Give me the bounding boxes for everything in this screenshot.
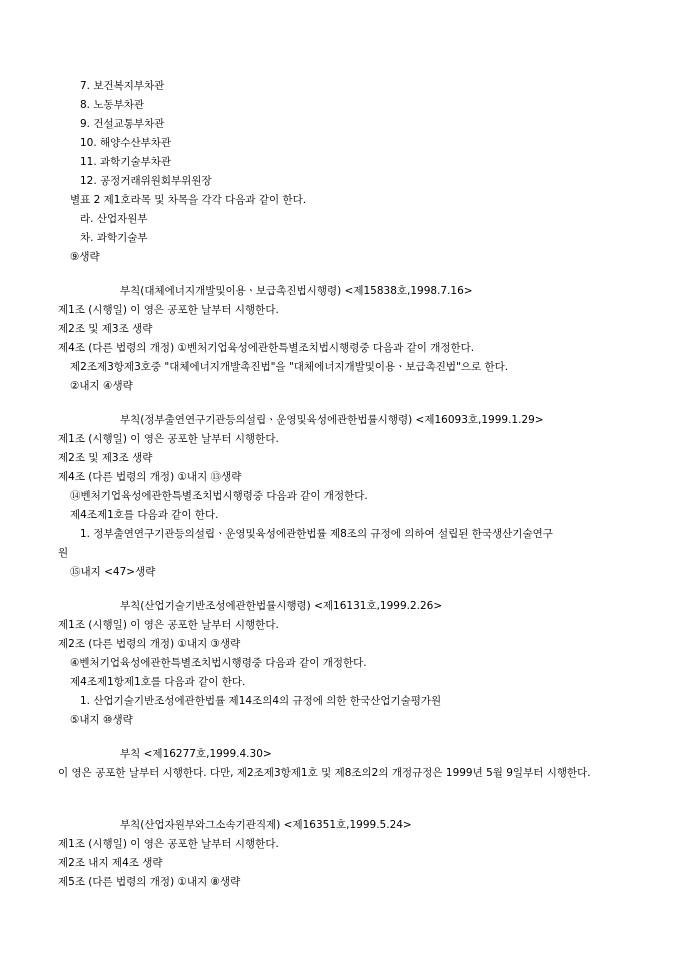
article: 제4조 (다른 법령의 개정) ①벤처기업육성에관한특별조치법시행령중 다음과 같이 개정한다. <box>58 342 475 354</box>
article: 제2조 (다른 법령의 개정) ①내지 ③생략 <box>58 638 241 650</box>
article: 제1조 (시행일) 이 영은 공포한 날부터 시행한다. <box>58 838 279 850</box>
amendment-text: 제4조제1호를 다음과 같이 한다. <box>70 509 219 521</box>
article: 제1조 (시행일) 이 영은 공포한 날부터 시행한다. <box>58 433 279 445</box>
addendum-heading: 부칙(산업기술기반조성에관한법률시행령) <제16131호,1999.2.26> <box>120 600 443 612</box>
article: 제2조 및 제3조 생략 <box>58 452 153 464</box>
paragraph: ④벤처기업육성에관한특별조치법시행령중 다음과 같이 개정한다. <box>70 657 367 669</box>
article: 제5조 (다른 법령의 개정) ①내지 ⑧생략 <box>58 876 241 888</box>
list-item: 7. 보건복지부차관 <box>80 80 165 92</box>
addendum-heading: 부칙(산업자원부와그소속기관직제) <제16351호,1999.5.24> <box>120 819 412 831</box>
addendum-heading: 부칙(대체에너지개발및이용ㆍ보급촉진법시행령) <제15838호,1998.7.16> <box>120 285 473 297</box>
article: 제1조 (시행일) 이 영은 공포한 날부터 시행한다. <box>58 304 279 316</box>
list-item: 1. 정부출연연구기관등의설립ㆍ운영및육성에관한법률 제8조의 규정에 의하여 설립된 한국생산기술연구 <box>80 528 553 540</box>
addendum-text: 이 영은 공포한 날부터 시행한다. 다만, 제2조제3항제1호 및 제8조의2의 개정규정은 1999년 5월 9일부터 시행한다. <box>58 767 591 779</box>
table-amendment: 별표 2 제1호라목 및 차목을 각각 다음과 같이 한다. <box>70 194 307 206</box>
list-item: 차. 과학기술부 <box>80 232 148 244</box>
list-item: 라. 산업자원부 <box>80 213 148 225</box>
omitted-note: ⑮내지 <47>생략 <box>70 566 156 578</box>
omitted-note: ⑤내지 ⑩생략 <box>70 714 133 726</box>
list-item: 8. 노동부차관 <box>80 99 145 111</box>
omitted-note: ⑨생략 <box>70 251 100 263</box>
amendment-text: 제4조제1항제1호를 다음과 같이 한다. <box>70 676 246 688</box>
article: 제1조 (시행일) 이 영은 공포한 날부터 시행한다. <box>58 619 279 631</box>
list-item: 1. 산업기술기반조성에관한법률 제14조의4의 규정에 의한 한국산업기술평가원 <box>80 695 442 707</box>
amendment-text: 제2조제3항제3호중 "대체에너지개발촉진법"을 "대체에너지개발및이용ㆍ보급촉진법"으로 한다. <box>70 361 509 373</box>
addendum-heading: 부칙(정부출연연구기관등의설립ㆍ운영및육성에관한법률시행령) <제16093호,1999.1.29> <box>120 414 544 426</box>
list-item: 11. 과학기술부차관 <box>80 156 172 168</box>
article: 제2조 내지 제4조 생략 <box>58 857 163 869</box>
paragraph: ⑭벤처기업육성에관한특별조치법시행령중 다음과 같이 개정한다. <box>70 490 368 502</box>
list-item: 9. 건설교통부차관 <box>80 118 165 130</box>
list-item-continuation: 원 <box>58 547 69 559</box>
article: 제2조 및 제3조 생략 <box>58 323 153 335</box>
omitted-note: ②내지 ④생략 <box>70 380 133 392</box>
list-item: 10. 해양수산부차관 <box>80 137 172 149</box>
list-item: 12. 공정거래위원회부위원장 <box>80 175 212 187</box>
addendum-heading: 부칙 <제16277호,1999.4.30> <box>120 748 272 760</box>
article: 제4조 (다른 법령의 개정) ①내지 ⑬생략 <box>58 471 242 483</box>
